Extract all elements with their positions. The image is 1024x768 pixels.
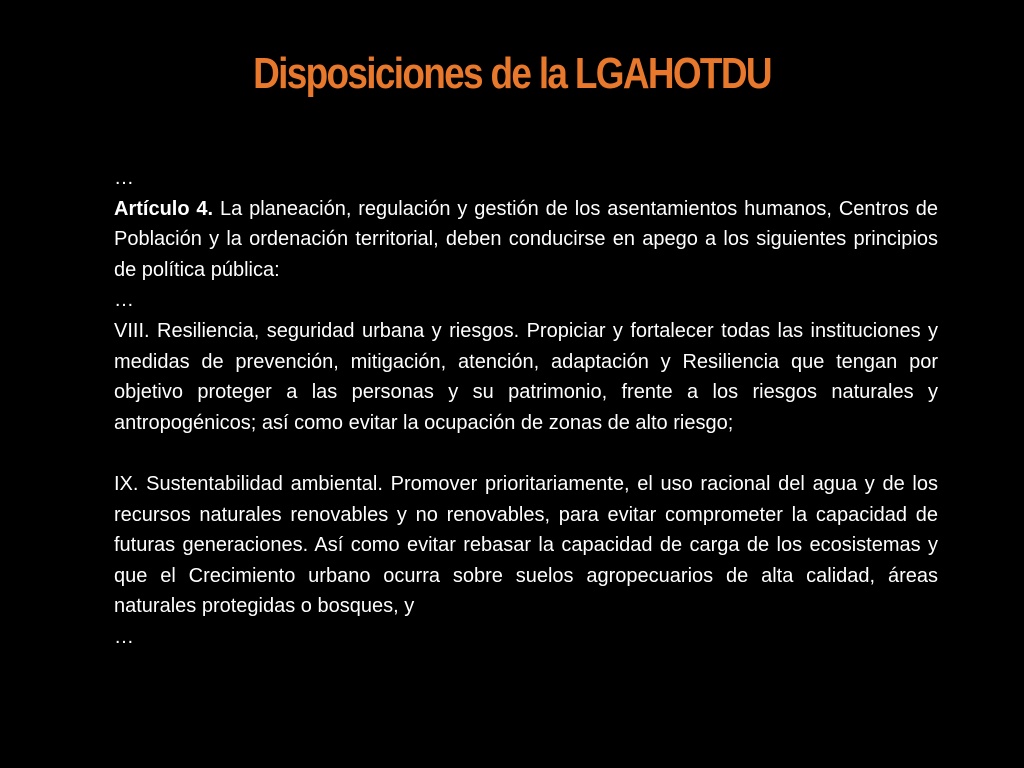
ellipsis-bottom: … (114, 625, 134, 648)
article-text: La planeación, regulación y gestión de los asentamientos humanos, Centros de Población y la ordenación territorial, deben conducirse en apego a los siguientes principios de política pública: (114, 197, 938, 281)
section-viii-paragraph: VIII. Resiliencia, seguridad urbana y riesgos. Propiciar y fortalecer todas las instituciones y medidas de prevención, mitigación, atención, adaptación y Resiliencia que tengan por objetivo proteger a las personas y su patrimonio, frente a los riesgos naturales y antropogénicos; así como evitar la ocupación de zonas de alto riesgo; (114, 319, 938, 434)
slide-title: Disposiciones de la LGAHOTDU (253, 49, 771, 98)
ellipsis-top: … (114, 167, 134, 189)
slide-body (114, 163, 938, 653)
paragraph-spacer (114, 438, 938, 469)
section-ix-paragraph: IX. Sustentabilidad ambiental. Promover prioritariamente, el uso racional del agua y de los recursos naturales renovables y no renovables, para evitar comprometer la capacidad de futuras generaciones. Así como evitar rebasar la capacidad de carga de los ecosistemas y que el Crecimiento urbano ocurra sobre suelos agropecuarios de alta calidad, áreas naturales protegidas o bosques, y (114, 472, 938, 618)
article-paragraph (114, 194, 938, 286)
ellipsis-middle: … (114, 289, 134, 312)
article-label: Artículo 4. (114, 197, 214, 220)
